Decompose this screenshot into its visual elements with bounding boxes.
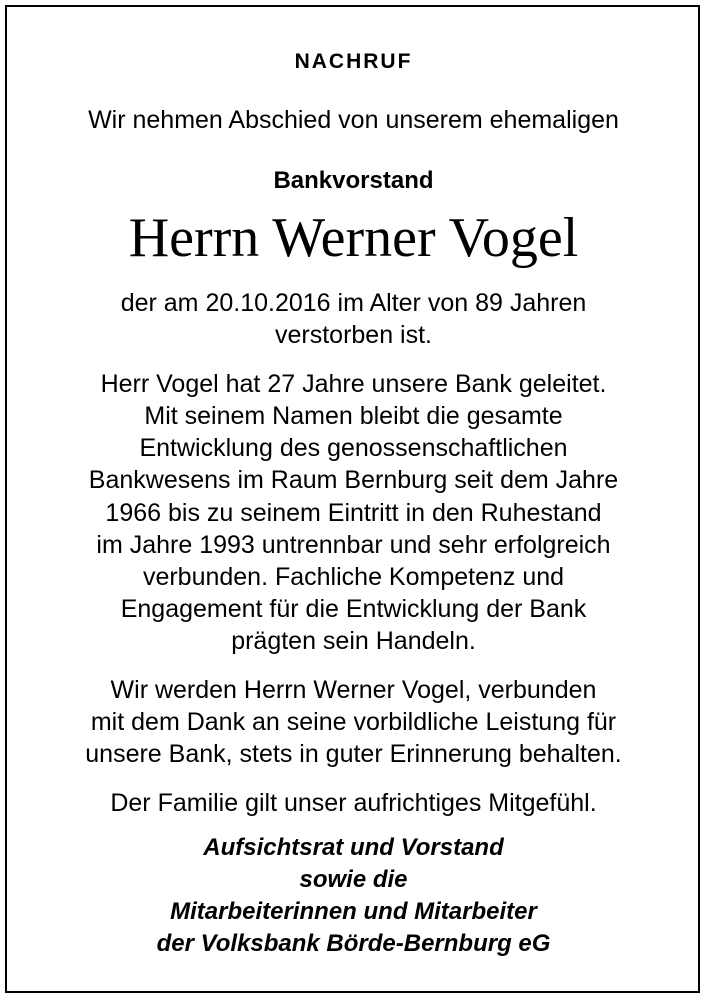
remembrance-line: unsere Bank, stets in guter Erinnerung behalten. xyxy=(85,740,622,768)
tribute-line: im Jahre 1993 untrennbar und sehr erfolgreich xyxy=(96,531,611,559)
tribute-line: Mit seinem Namen bleibt die gesamte xyxy=(144,402,563,430)
signature-line: sowie die xyxy=(299,866,408,893)
condolence-text: Der Familie gilt unser aufrichtiges Mitgefühl. xyxy=(110,789,597,817)
death-note-line: der am 20.10.2016 im Alter von 89 Jahren xyxy=(120,289,587,317)
tribute-line: prägten sein Handeln. xyxy=(231,627,476,655)
tribute-line: 1966 bis zu seinem Eintritt in den Ruhestand xyxy=(105,499,602,527)
tribute-line: Engagement für die Entwicklung der Bank xyxy=(120,595,587,623)
tribute-line: verbunden. Fachliche Kompetenz und xyxy=(142,563,565,591)
deceased-name: Herrn Werner Vogel xyxy=(128,207,579,269)
position-title: Bankvorstand xyxy=(273,167,434,194)
notice-heading: NACHRUF xyxy=(294,50,413,73)
intro-text: Wir nehmen Abschied von unserem ehemaligen xyxy=(88,106,619,134)
signature-line: der Volksbank Börde-Bernburg eG xyxy=(156,930,551,957)
remembrance-line: mit dem Dank an seine vorbildliche Leistung für xyxy=(90,708,617,736)
tribute-line: Herr Vogel hat 27 Jahre unsere Bank geleitet. xyxy=(100,370,607,398)
signature-line: Aufsichtsrat und Vorstand xyxy=(203,834,504,861)
tribute-line: Entwicklung des genossenschaftlichen xyxy=(139,434,568,462)
tribute-line: Bankwesens im Raum Bernburg seit dem Jahre xyxy=(88,466,619,494)
death-note-line: verstorben ist. xyxy=(274,321,432,349)
signature-line: Mitarbeiterinnen und Mitarbeiter xyxy=(170,898,537,925)
remembrance-line: Wir werden Herrn Werner Vogel, verbunden xyxy=(110,676,597,704)
